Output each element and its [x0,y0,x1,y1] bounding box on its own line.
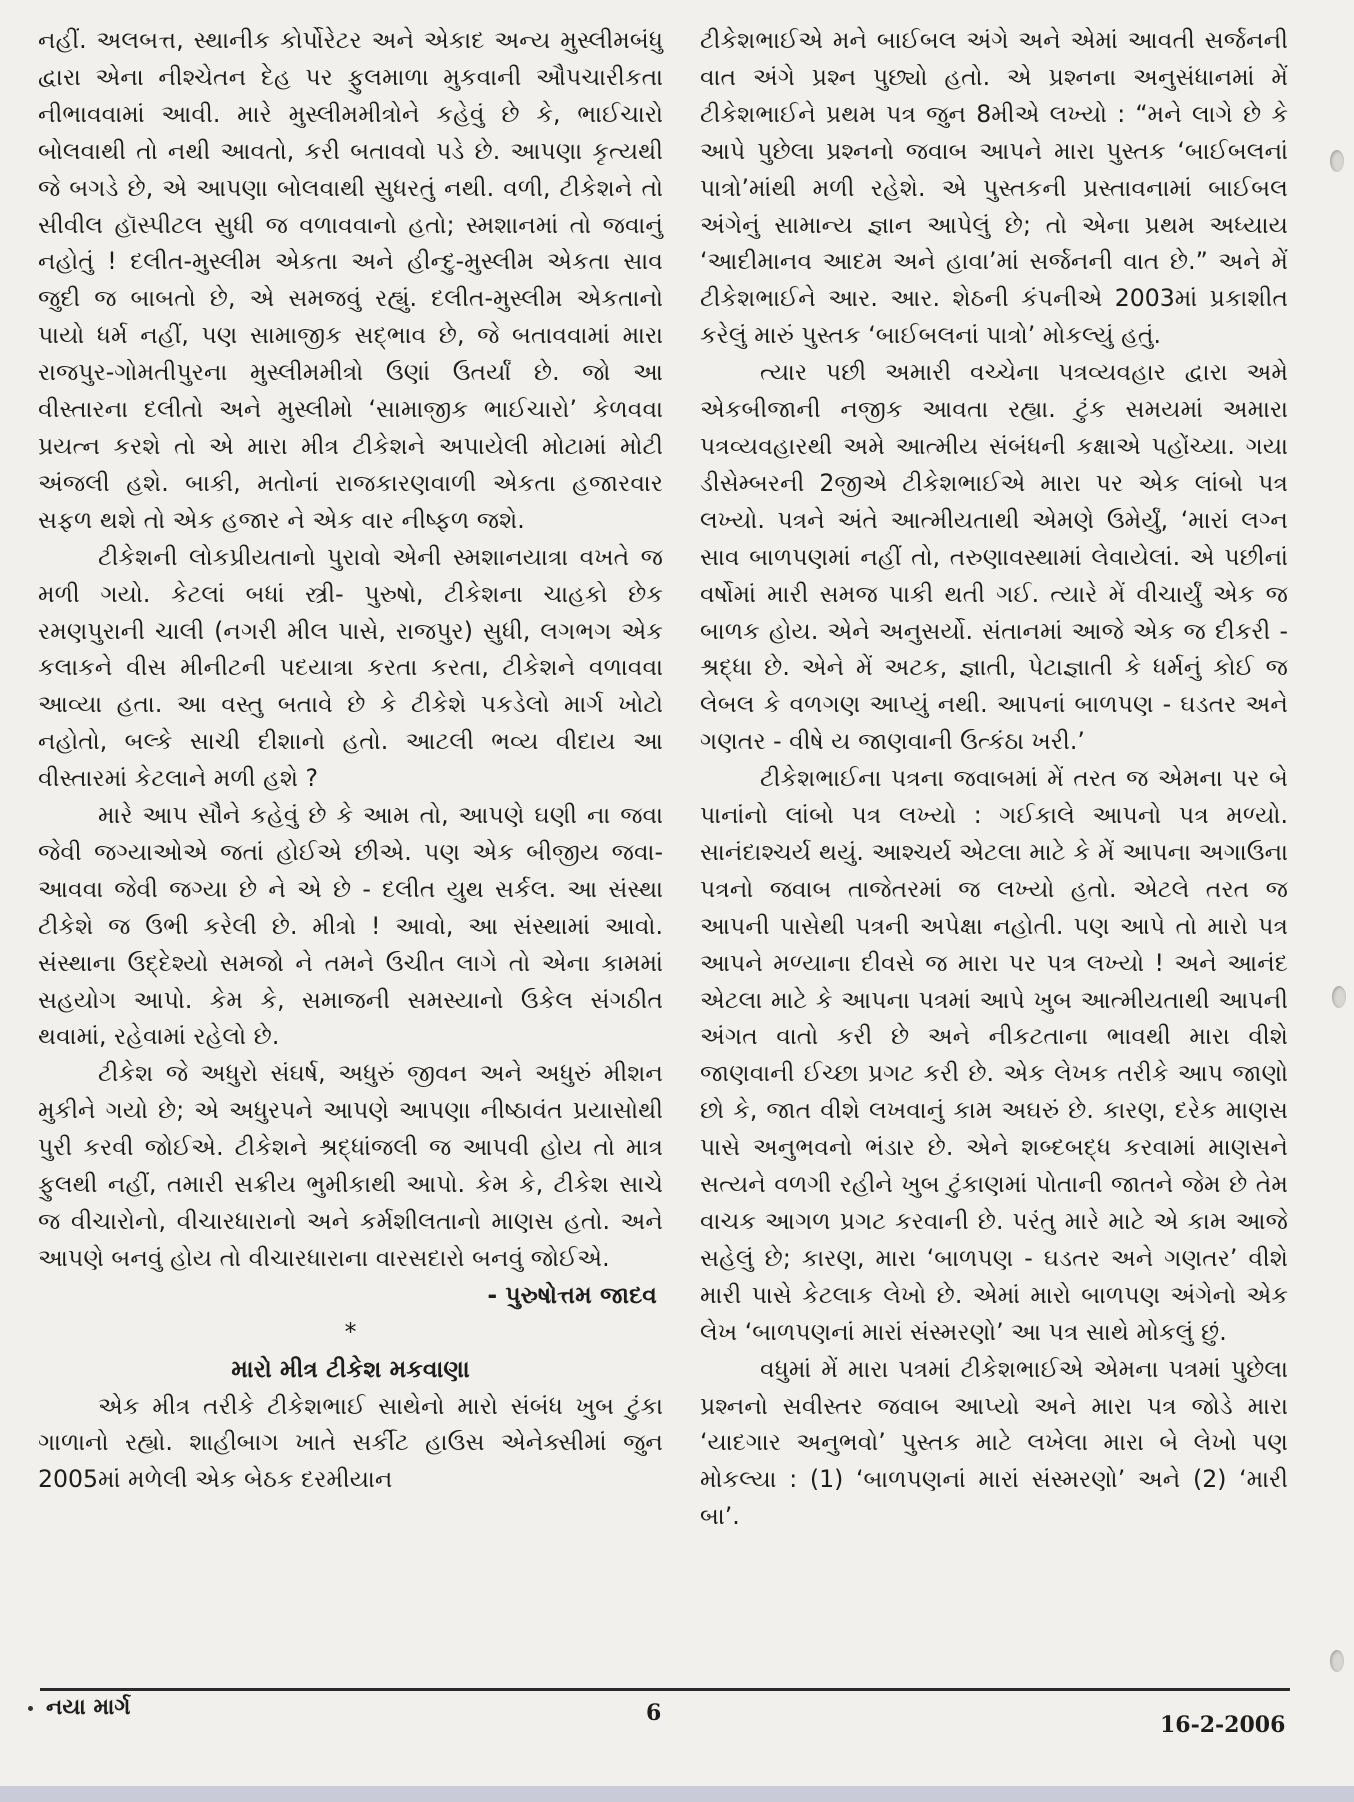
paragraph: ત્યાર પછી અમારી વચ્ચેના પત્રવ્યવહાર દ્વારા અમે એકબીજાની નજીક આવતા રહ્યા. ટુંક સમયમાં અમારા પત્રવ્યવહારથી અમે આત્મીય સંબંધની કક્ષાએ પહોંચ્યા. ગયા ડીસેમ્બરની 2જીએ ટીકેશભાઈએ મારા પર એક લાંબો પત્ર લખ્યો. પત્રને અંતે આત્મીયતાથી એમણે ઉમેર્યું, ‘મારાં લગ્ન સાવ બાળપણમાં નહીં તો, તરુણાવસ્થામાં લેવાયેલાં. એ પછીનાં વર્ષોમાં મારી સમજ પાકી થતી ગઈ. ત્યારે મેં વીચાર્યું એક જ બાળક હોય. એને અનુસર્યો. સંતાનમાં આજે એક જ દીકરી - શ્રદ્ધા છે. એને મેં અટક, જ્ઞાતી, પેટાજ્ઞાતી કે ધર્મનું કોઈ જ લેબલ કે વળગણ આપ્યું નથી. આપનાં બાળપણ - ઘડતર અને ગણતર - વીષે ય જાણવાની ઉત્કંઠા ખરી.’ [700,358,1288,756]
punch-hole-mark [1332,986,1346,1008]
footer-rule [40,1688,1290,1691]
paragraph: મારે આપ સૌને કહેવું છે કે આમ તો, આપણે ઘણી ના જવા જેવી જગ્યાઓએ જતાં હોઈએ છીએ. પણ એક બીજીય જવા-આવવા જેવી જગ્યા છે ને એ છે - દલીત યુથ સર્કલ. આ સંસ્થા ટીકેશે જ ઉભી કરેલી છે. મીત્રો ! આવો, આ સંસ્થામાં આવો. સંસ્થાના ઉદ્દેશ્યો સમજો ને તમને ઉચીત લાગે તો એના કામમાં સહયોગ આપો. કેમ કે, સમાજની સમસ્યાનો ઉકેલ સંગઠીત થવામાં, રહેવામાં રહેલો છે. [38,801,663,1051]
punch-hole-mark [1330,1650,1344,1672]
bullet-dot-icon [28,1706,33,1711]
paragraph: ટીકેશભાઈના પત્રના જવાબમાં મેં તરત જ એમના પર બે પાનાંનો લાંબો પત્ર લખ્યો : ગઈકાલે આપનો પત્ર મળ્યો. સાનંદાશ્ચર્ય થયું. આશ્ચર્ય એટલા માટે કે મેં આપના અગાઉના પત્રનો જવાબ તાજેતરમાં જ લખ્યો હતો. એટલે તરત જ આપની પાસેથી પત્રની અપેક્ષા નહોતી. પણ આપે તો મારો પત્ર આપને મળ્યાના દીવસે જ મારા પર પત્ર લખ્યો ! અને આનંદ એટલા માટે કે આપના પત્રમાં આપે ખુબ આત્મીયતાથી આપની અંગત વાતો કરી છે અને નીકટતાના ભાવથી મારા વીશે જાણવાની ઈચ્છા પ્રગટ કરી છે. એક લેખક તરીકે આપ જાણો છો કે, જાત વીશે લખવાનું કામ અઘરું છે. કારણ, દરેક માણસ પાસે અનુભવનો ભંડાર છે. એને શબ્દબદ્ધ કરવામાં માણસને સત્યને વળગી રહીને ખુબ ટુંકાણમાં પોતાની જાતને જેમ છે તેમ વાચક આગળ પ્રગટ કરવાની છે. પરંતુ મારે માટે એ કામ આજે સહેલું છે; કારણ, મારા ‘બાળપણ - ઘડતર અને ગણતર’ વીશે મારી પાસે કેટલાક લેખો છે. એમાં મારો બાળપણ અંગેનો એક લેખ ‘બાળપણનાં મારાં સંસ્મરણો’ આ પત્ર સાથે મોકલું છું. [700,764,1288,1346]
scan-edge [0,1786,1354,1802]
paragraph: ટીકેશ જે અધુરો સંઘર્ષ, અધુરું જીવન અને અધુરું મીશન મુકીને ગયો છે; એ અધુરપને આપણે આપણા નીષ્ઠાવંત પ્રયાસોથી પુરી કરવી જોઈએ. ટીકેશને શ્રદ્ધાંજલી જ આપવી હોય તો માત્ર ફુલથી નહીં, તમારી સક્રીય ભુમીકાથી આપો. કેમ કે, ટીકેશ સાચે જ વીચારોનો, વીચારધારાનો અને કર્મશીલતાનો માણસ હતો. અને આપણે બનવું હોય તો વીચારધારાના વારસદારો બનવું જોઈએ. [38,1059,663,1272]
paragraph: નહીં. અલબત્ત, સ્થાનીક કોર્પોરેટર અને એકાદ અન્ય મુસ્લીમબંધુ દ્વારા એના નીશ્ચેતન દેહ પર ફુલમાળા મુકવાની ઔપચારીકતા નીભાવવામાં આવી. મારે મુસ્લીમમીત્રોને કહેવું છે કે, ભાઈચારો બોલવાથી તો નથી આવતો, કરી બતાવવો પડે છે. આપણા કૃત્યથી જે બગડે છે, એ આપણા બોલવાથી સુધરતું નથી. વળી, ટીકેશને તો સીવીલ હૉસ્પીટલ સુધી જ વળાવવાનો હતો; સ્મશાનમાં તો જવાનું નહોતું ! દલીત-મુસ્લીમ એકતા અને હીન્દુ-મુસ્લીમ એકતા સાવ જુદી જ બાબતો છે, એ સમજવું રહ્યું. દલીત-મુસ્લીમ એકતાનો પાયો ધર્મ નહીં, પણ સામાજીક સદ્ભાવ છે, જે બતાવવામાં મારા રાજપુર-ગોમતીપુરના મુસ્લીમમીત્રો ઉણાં ઉતર્યાં છે. જો આ વીસ્તારના દલીતો અને મુસ્લીમો ‘સામાજીક ભાઈચારો’ કેળવવા પ્રયત્ન કરશે તો એ મારા મીત્ર ટીકેશને અપાયેલી મોટામાં મોટી અંજલી હશે. બાકી, મતોનાં રાજકારણવાળી એકતા હજારવાર સફળ થશે તો એક હજાર ને એક વાર નીષ્ફળ જશે. [38,26,663,534]
article-title: મારો મીત્ર ટીકેશ મકવાણા [231,1354,470,1383]
paragraph: ટીકેશભાઈએ મને બાઈબલ અંગે અને એમાં આવતી સર્જનની વાત અંગે પ્રશ્ન પુછ્યો હતો. એ પ્રશ્નના અનુસંધાનમાં મેં ટીકેશભાઈને પ્રથમ પત્ર જુન 8મીએ લખ્યો : “મને લાગે છે કે આપે પુછેલા પ્રશ્નનો જવાબ આપને મારા પુસ્તક ‘બાઈબલનાં પાત્રો’માંથી મળી રહેશે. એ પુસ્તકની પ્રસ્તાવનામાં બાઈબલ અંગેનું સામાન્ય જ્ઞાન આપેલું છે; તો એના પ્રથમ અધ્યાય ‘આદીમાનવ આદમ અને હાવા’માં સર્જનની વાત છે.” અને મેં ટીકેશભાઈને આર. આર. શેઠની કંપનીએ 2003માં પ્રકાશીત કરેલું મારું પુસ્તક ‘બાઈબલનાં પાત્રો’ મોકલ્યું હતું. [700,26,1288,350]
author-signature: - પુરુષોત્તમ જાદવ [487,1280,657,1309]
page-number: 6 [646,1700,662,1726]
publication-name: નયા માર્ગ [46,1695,131,1720]
paragraph: ટીકેશની લોકપ્રીયતાનો પુરાવો એની સ્મશાનયાત્રા વખતે જ મળી ગયો. કેટલાં બધાં સ્ત્રી- પુરુષો, ટીકેશના ચાહકો છેક રમણપુરાની ચાલી (નગરી મીલ પાસે, રાજપુર) સુધી, લગભગ એક કલાકને વીસ મીનીટની પદયાત્રા કરતા કરતા, ટીકેશને વળાવવા આવ્યા હતા. આ વસ્તુ બતાવે છે કે ટીકેશે પકડેલો માર્ગ ખોટો નહોતો, બલ્કે સાચી દીશાનો હતો. આટલી ભવ્ય વીદાય આ વીસ્તારમાં કેટલાને મળી હશે ? [38,542,663,793]
left-column [38,22,663,1498]
section-separator: * [344,1317,357,1346]
paragraph: વધુમાં મેં મારા પત્રમાં ટીકેશભાઈએ એમના પત્રમાં પુછેલા પ્રશ્નનો સવીસ્તર જવાબ આપ્યો અને મારા પત્ર જોડે મારા ‘યાદગાર અનુભવો’ પુસ્તક માટે લખેલા મારા બે લેખો પણ મોકલ્યા : (1) ‘બાળપણનાં મારાં સંસ્મરણો’ અને (2) ‘મારી બા’. [700,1354,1288,1531]
punch-hole-mark [1330,150,1344,172]
paragraph: એક મીત્ર તરીકે ટીકેશભાઈ સાથેનો મારો સંબંધ ખુબ ટુંકા ગાળાનો રહ્યો. શાહીબાગ ખાતે સર્કીટ હાઉસ એનેક્સીમાં જુન 2005માં મળેલી એક બેઠક દરમીયાન [38,1391,663,1494]
right-column [700,22,1288,1535]
issue-date: 16-2-2006 [1160,1712,1286,1738]
